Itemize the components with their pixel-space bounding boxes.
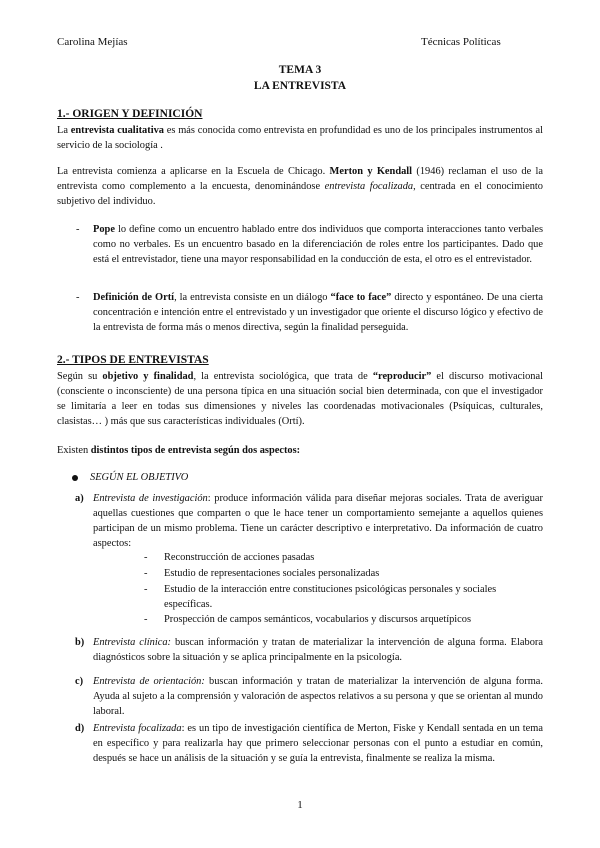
section-heading-origin: 1.- ORIGEN Y DEFINICIÓN <box>57 108 203 120</box>
paragraph-intro: La entrevista cualitativa es más conocida como entrevista en profundidad es uno de los principales instrumentos al servicio de la sociología . <box>57 125 543 151</box>
type-item-research: a) Entrevista de investigación: produce información válida para diseñar mejoras sociales. Trata de averiguar aquellas cuestiones que comparten o que le hace tener un comportamiento semejante a aquellos quienes participan de un mismo problema. Tiene un carácter descriptivo e interpretativo. Da información de cuatro aspectos: <box>75 493 543 549</box>
type-item-focused: d) Entrevista focalizada: es un tipo de investigación científica de Merton, Fiske y Kendall sentada en un tema en específico y para realizarla hay que primero seleccionar personas con el punto a estudiar en común, después se hace un análisis de la situación y se guía la entrevista, finalmente se realiza la misma. <box>75 723 543 764</box>
bullet-icon <box>72 475 78 481</box>
header-subject: Técnicas Políticas <box>421 36 501 48</box>
topic-number: TEMA 3 <box>278 64 322 76</box>
page-number: 1 <box>297 799 303 811</box>
paragraph-types-intro: Existen distintos tipos de entrevista según dos aspectos: <box>57 445 301 456</box>
aspect-item: - Estudio de representaciones sociales personalizadas <box>144 568 380 579</box>
paragraph-objective: Según su objetivo y finalidad, la entrevista sociológica, que trata de “reproducir” el discurso motivacional (consciente o inconsciente) de una persona típica en una situación social bien determinada, con que el investigador se limitaría a leer en todas sus dimensiones y niveles las coordenadas motivacionales (Psíquicas, culturales, clasistas… ) más que sus características individuales (Ortí). <box>57 371 544 427</box>
aspect-item: - Estudio de la interacción entre constituciones psicológicas personales y sociales específicas. <box>144 584 497 610</box>
aspect-item: - Prospección de campos semánticos, vocabularios y discursos arquetípicos <box>144 614 472 625</box>
paragraph-chicago: La entrevista comienza a aplicarse en la Escuela de Chicago. Merton y Kendall (1946) reclaman el uso de la entrevista como complemento a la encuesta, denominándose entrevista focalizada, centrada en el conocimiento subjetivo del individuo. <box>57 166 544 207</box>
bullet-heading-objective: SEGÚN EL OBJETIVO <box>72 472 188 483</box>
list-item-orti: - Definición de Ortí, la entrevista consiste en un diálogo “face to face” directo y espontáneo. De una cierta concentración e intención entre el entrevistado y un investigador que oriente el discurso lógico y efectivo de la entrevista de forma más o menos directiva, según la finalidad perseguida. <box>76 292 543 333</box>
header-author: Carolina Mejías <box>57 36 128 48</box>
type-item-orientation: c) Entrevista de orientación: buscan información y tratan de materializar la intervención de alguna forma. Ayuda al sujeto a la comprensión y valoración de aspectos relativos a su persona y que se orientan al mundo laboral. <box>75 676 543 717</box>
list-item-pope: - Pope lo define como un encuentro hablado entre dos individuos que comporta interacciones tanto verbales como no verbales. Es un encuentro basado en la diferenciación de roles entre los participantes. Dado que está el entrevistador, tiene una mayor responsabilidad en la conducción de esta, el otro es el entrevistador. <box>76 224 543 265</box>
aspect-item: - Reconstrucción de acciones pasadas <box>144 552 315 563</box>
type-item-clinical: b) Entrevista clínica: buscan información y tratan de materializar la intervención de alguna forma. Elabora diagnósticos sobre la situación y se aplica principalmente en la psicología. <box>75 637 543 663</box>
page-title: LA ENTREVISTA <box>253 80 347 92</box>
section-heading-types: 2.- TIPOS DE ENTREVISTAS <box>57 354 209 366</box>
